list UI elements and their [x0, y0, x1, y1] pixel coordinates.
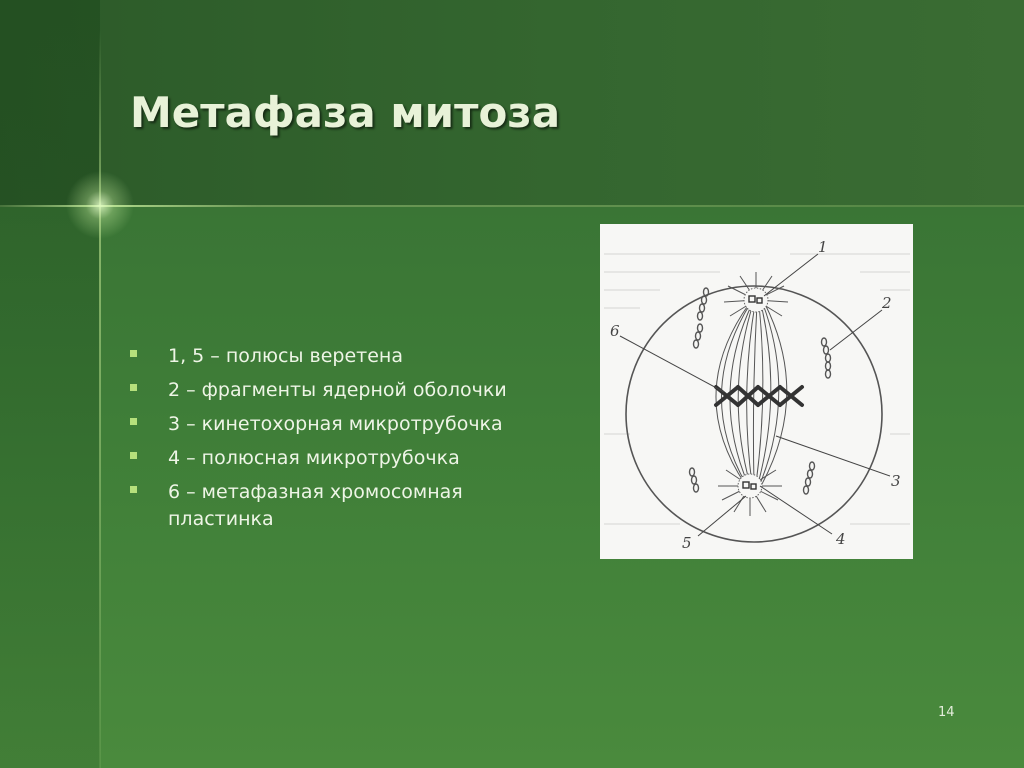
- horizontal-accent-line: [0, 205, 1024, 207]
- metaphase-chromosomes: [716, 387, 802, 405]
- page-number: 14: [938, 705, 955, 720]
- figure-label-3: 3: [891, 472, 901, 490]
- bullet-text: 4 – полюсная микротрубочка: [168, 447, 460, 469]
- figure-label-4: 4: [836, 530, 846, 548]
- bullet-item: [130, 445, 550, 472]
- bullet-text: 6 – метафазная хромосомная пластинка: [168, 481, 463, 530]
- figure-label-1: 1: [818, 238, 828, 256]
- bullet-icon: [130, 384, 137, 391]
- bottom-centrosome: [738, 474, 762, 498]
- bullet-item: [130, 479, 550, 533]
- left-strip: [0, 0, 100, 768]
- bullet-list: [130, 343, 550, 540]
- top-centrosome: [744, 288, 768, 312]
- bullet-icon: [130, 452, 137, 459]
- metaphase-diagram-svg: [600, 224, 913, 559]
- bullet-text: 3 – кинетохорная микротрубочка: [168, 413, 503, 435]
- bullet-item: [130, 411, 550, 438]
- vertical-accent-line: [99, 30, 101, 768]
- bullet-icon: [130, 486, 137, 493]
- bullet-item: [130, 343, 550, 370]
- bullet-item: [130, 377, 550, 404]
- metaphase-diagram: [600, 224, 913, 559]
- figure-label-2: 2: [882, 294, 892, 312]
- bullet-text: 1, 5 – полюсы веретена: [168, 345, 403, 367]
- bullet-icon: [130, 350, 137, 357]
- slide-title: Метафаза митоза: [130, 88, 561, 137]
- bullet-text: 2 – фрагменты ядерной оболочки: [168, 379, 507, 401]
- light-flare: [60, 165, 140, 245]
- figure-label-5: 5: [682, 534, 692, 552]
- figure-label-6: 6: [610, 322, 620, 340]
- bullet-icon: [130, 418, 137, 425]
